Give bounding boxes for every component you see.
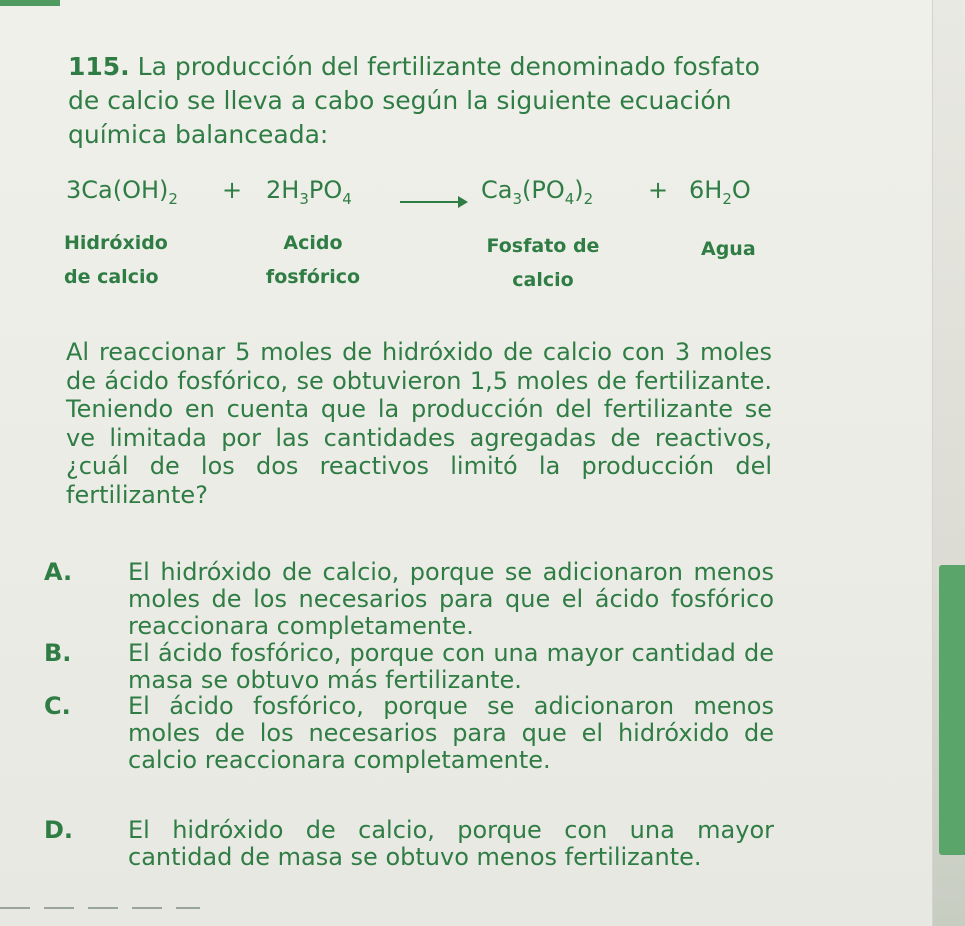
option-c[interactable] — [44, 693, 774, 774]
plus-sign-1: + — [222, 176, 243, 204]
option-letter: D. — [44, 816, 74, 844]
reaction-arrow — [400, 201, 466, 203]
question-header — [68, 50, 788, 152]
bottom-dashed-rule — [0, 907, 200, 909]
option-text: El ácido fosfórico, porque con una mayor cantidad de masa se obtuvo más fertilizante. — [128, 639, 774, 694]
label-hydroxide: Hidróxido de calcio — [64, 232, 168, 288]
next-page-tab — [939, 565, 965, 855]
option-text: El hidróxido de calcio, porque se adicionaron menos moles de los necesarios para que el ácido fosfórico reaccionara completamente. — [128, 558, 774, 640]
product-water: $6H_2O$ — [689, 176, 751, 208]
option-text: El ácido fosfórico, porque se adicionaron menos moles de los necesarios para que el hidróxido de calcio reaccionara completamente. — [128, 692, 774, 774]
label-acid: Acido fosfórico — [265, 232, 361, 288]
problem-paragraph: Al reaccionar 5 moles de hidróxido de calcio con 3 moles de ácido fosfórico, se obtuvieron 1,5 moles de fertilizante. Teniendo en cuenta que la producción del fertilizante se ve limitada por las cantidades agregadas de reactivos, ¿cuál de los dos reactivos limitó la producción del fertilizante? — [66, 338, 772, 509]
option-b[interactable] — [44, 640, 774, 694]
option-letter: A. — [44, 558, 73, 586]
plus-sign-2: + — [648, 176, 669, 204]
product-calcium-phosphate: $Ca_3(PO_4)_2$ — [481, 176, 594, 208]
option-text: El hidróxido de calcio, porque con una mayor cantidad de masa se obtuvo menos fertilizante. — [128, 816, 774, 871]
reactant-phosphoric-acid: $2H_3PO_4$ — [266, 176, 352, 208]
option-letter: B. — [44, 639, 72, 667]
option-a[interactable] — [44, 559, 774, 640]
reactant-calcium-hydroxide: $3Ca(OH)_2$ — [66, 176, 178, 208]
top-edge-mark — [0, 0, 60, 6]
label-water: Agua — [701, 238, 756, 260]
option-letter: C. — [44, 692, 71, 720]
label-phosphate: Fosfato de calcio — [486, 235, 600, 291]
question-number: 115. — [68, 52, 130, 81]
question-text: La producción del fertilizante denominado fosfato de calcio se lleva a cabo según la siguiente ecuación química balanceada: — [68, 52, 760, 149]
option-d[interactable] — [44, 817, 774, 871]
